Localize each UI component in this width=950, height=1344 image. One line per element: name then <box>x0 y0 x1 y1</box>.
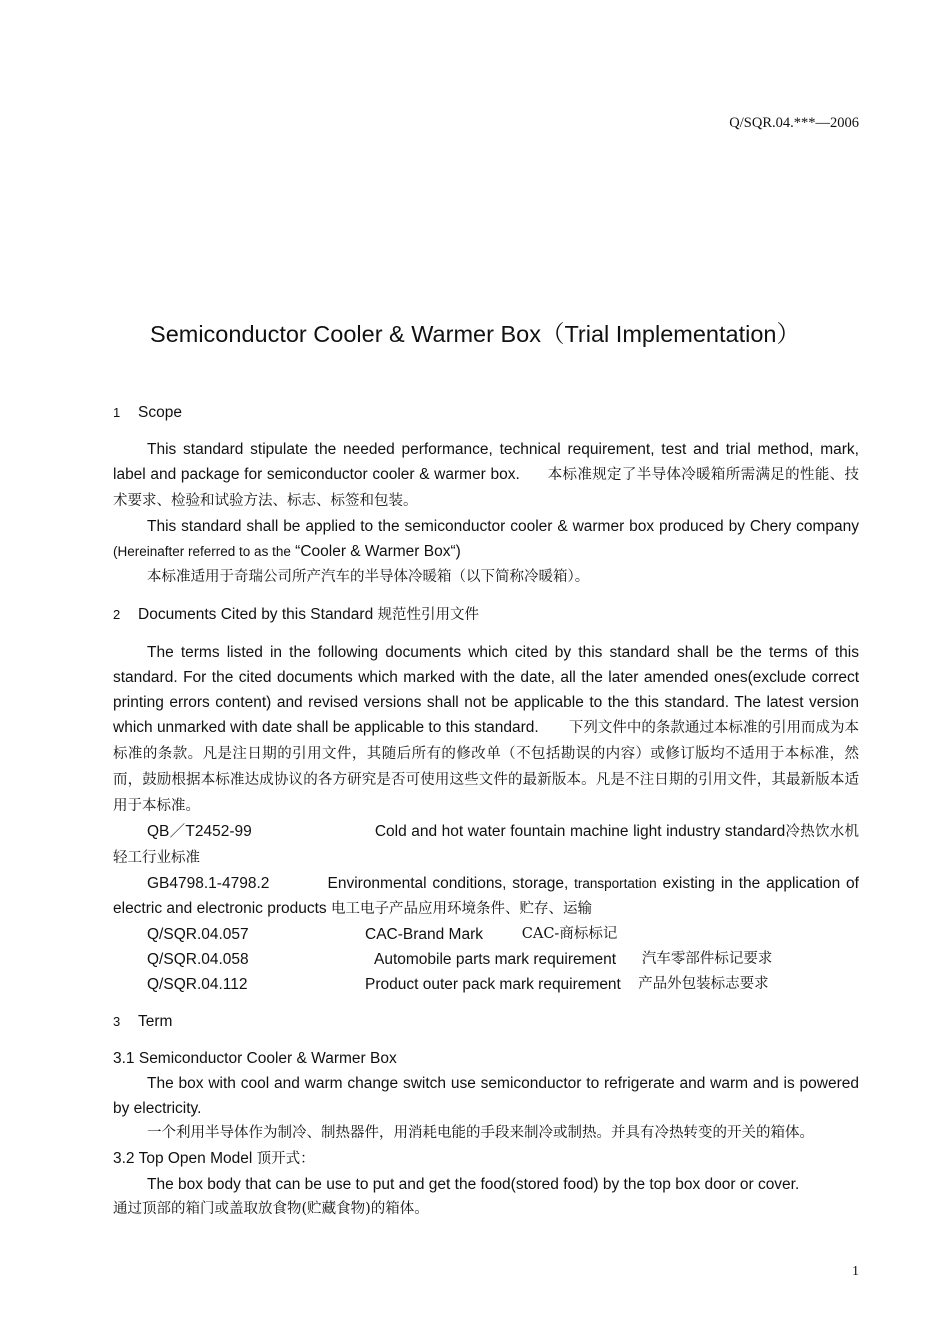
reference-row <box>113 972 859 997</box>
subsection-title-cn: 顶开式： <box>256 1151 315 1167</box>
reference-code: QB／T2452-99 <box>147 823 252 840</box>
reference-row <box>113 947 859 972</box>
subsection-3-1-heading: 3.1 Semiconductor Cooler & Warmer Box <box>113 1050 397 1067</box>
section-2-heading <box>113 602 859 628</box>
paragraph-text-cn: 下列文件中的条款通过本标准的引用而成为本标准的条款。凡是注日期的引用文件，其随后所有的修改单（不包括勘误的内容）或修订版均不适用于本标准，然而，鼓励根据本标准达成协议的各方研究是否可使用这些文件的最新版本。凡是不注日期的引用文件，其最新版本适用于本标准。 <box>113 720 859 814</box>
scope-paragraph-2 <box>113 514 859 564</box>
subsection-3-2-text-en: The box body that can be use to put and get the food(stored food) by the top box door or cover. <box>147 1176 800 1193</box>
reference-qb-t2452 <box>113 819 859 871</box>
section-number: 3 <box>113 1014 121 1029</box>
reference-title-cn: CAC-商标标记 <box>521 926 618 942</box>
reference-title-en: Cold and hot water fountain machine light industry standard <box>374 823 786 840</box>
paragraph-text-en: This standard shall be applied to the semiconductor cooler & warmer box produced by Chery company <box>147 518 859 535</box>
subsection-3-2-heading <box>113 1146 859 1172</box>
section-title: Term <box>138 1013 173 1030</box>
paragraph-quote: “Cooler & Warmer Box“) <box>295 543 461 560</box>
reference-title-en-cont: existing in the application of electric and electronic products <box>113 875 859 917</box>
cited-paragraph <box>113 640 859 819</box>
subsection-3-2-text-cn: 通过顶部的箱门或盖取放食物(贮藏食物)的箱体。 <box>113 1201 429 1217</box>
subsection-title: 3.2 Top Open Model <box>113 1150 253 1167</box>
reference-code: GB4798.1-4798.2 <box>147 875 270 892</box>
subsection-3-1-text-cn: 一个利用半导体作为制冷、制热器件，用消耗电能的手段来制冷或制热。并具有冷热转变的开关的箱体。 <box>147 1125 814 1141</box>
paragraph-text-en: This standard stipulate the needed performance, technical requirement, test and trial method, mark, label and package for semiconductor cooler & warmer box. <box>113 441 859 483</box>
section-3-heading <box>113 1009 859 1034</box>
paragraph-note: (Hereinafter referred to as the <box>113 544 291 559</box>
reference-title-cn: 汽车零部件标记要求 <box>641 951 773 967</box>
reference-title-en: Environmental conditions, storage, <box>327 875 569 892</box>
paragraph-text-cn: 本标准适用于奇瑞公司所产汽车的半导体冷暖箱（以下简称冷暖箱）。 <box>147 569 590 585</box>
reference-code: Q/SQR.04.112 <box>147 976 248 993</box>
reference-code: Q/SQR.04.057 <box>147 926 249 943</box>
page-number: 1 <box>852 1264 859 1279</box>
scope-paragraph-3 <box>113 564 859 590</box>
document-body <box>113 400 859 1222</box>
section-number: 2 <box>113 607 121 622</box>
subsection-3-1-text-en: The box with cool and warm change switch use semiconductor to refrigerate and warm and is powered by electricity. <box>113 1075 859 1117</box>
reference-title-en: Product outer pack mark requirement <box>365 976 621 993</box>
paragraph-text-en: The terms listed in the following documents which cited by this standard shall be the terms of this standard. For the cited documents which marked with the date, all the later amended ones(exclude correct printing errors content) and revised versions shall not be applicable to the this standard. The latest version which unmarked with date shall be applicable to this standard. <box>113 644 859 736</box>
scope-paragraph-1 <box>113 437 859 514</box>
section-1-heading <box>113 400 859 425</box>
page-title: Semiconductor Cooler & Warmer Box（Trial Implementation） <box>150 321 800 347</box>
section-title-cn: 规范性引用文件 <box>377 607 480 623</box>
reference-code: Q/SQR.04.058 <box>147 951 249 968</box>
document-code: Q/SQR.04.***—2006 <box>729 115 859 131</box>
section-title: Scope <box>138 404 182 421</box>
reference-gb4798 <box>113 871 859 922</box>
paragraph-text-cn: 本标准规定了半导体冷暖箱所需满足的性能、技术要求、检验和试验方法、标志、标签和包装。 <box>113 467 859 509</box>
reference-title-cn: 电工电子产品应用环境条件、贮存、运输 <box>330 901 592 917</box>
reference-row <box>113 922 859 947</box>
reference-title-small: transportation <box>574 876 657 891</box>
section-number: 1 <box>113 405 121 420</box>
section-title: Documents Cited by this Standard <box>138 606 374 623</box>
reference-title-cn: 冷热饮水机轻工行业标准 <box>113 824 859 866</box>
reference-title-en: Automobile parts mark requirement <box>374 951 617 968</box>
reference-title-cn: 产品外包装标志要求 <box>638 976 769 992</box>
reference-title-en: CAC-Brand Mark <box>365 926 483 943</box>
